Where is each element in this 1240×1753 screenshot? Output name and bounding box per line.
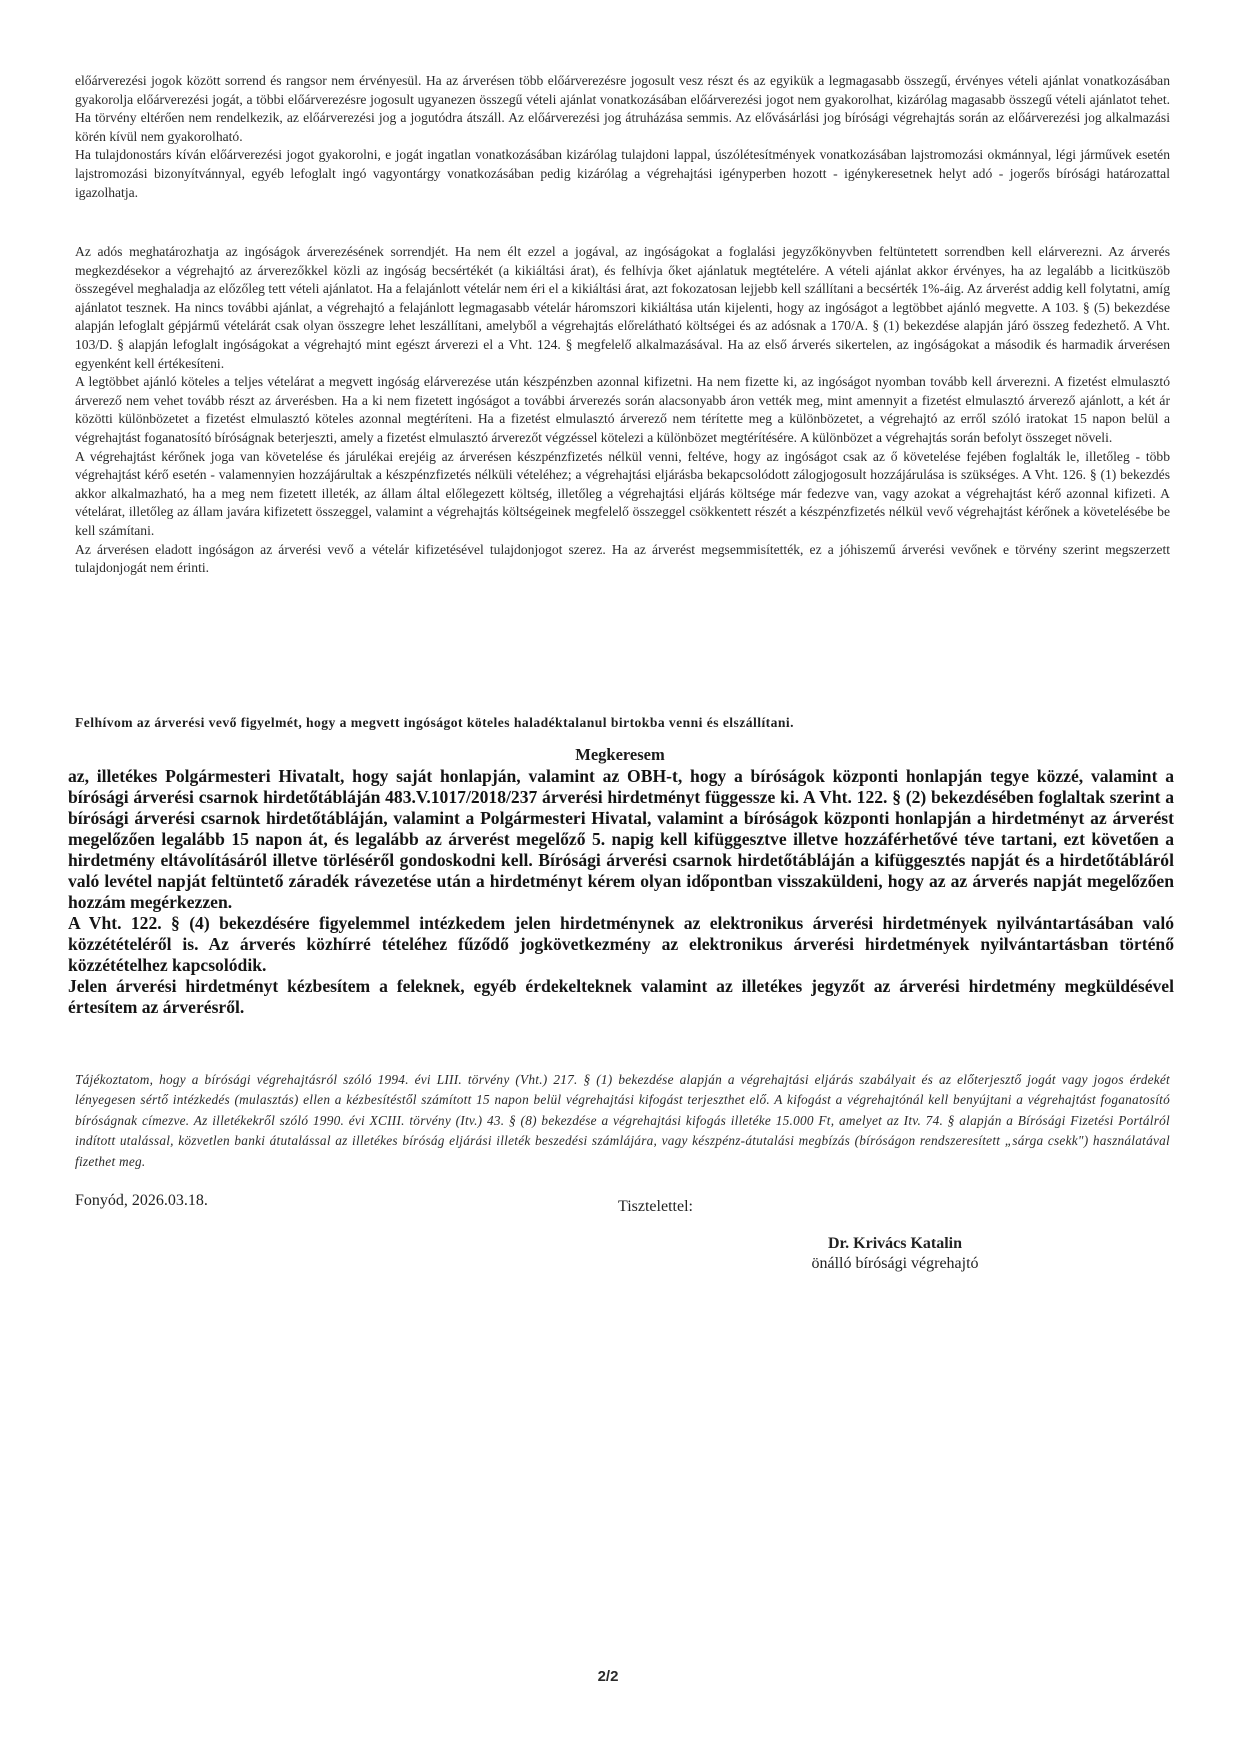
place-and-date: Fonyód, 2026.03.18. bbox=[75, 1192, 208, 1209]
signer-name: Dr. Krivács Katalin bbox=[827, 1235, 963, 1252]
paragraph: előárverezési jogok között sorrend és rangsor nem érvényesül. Ha az árverésen több előárverezésre jogosult vesz részt és az egyikük a legmagasabb összegű, érvényes vételi ajánlat vonatkozásában gyakorolja előárverezési jogát, a többi előárverezésre jogosult ugyanezen összegű vételi ajánlat vonatkozásában előárverezési jogot nem gyakorolhat, kizárólag magasabb összegű vételi ajánlatot tehet. Ha törvény eltérően nem rendelkezik, az előárverezési jog a jogutódra átszáll. Az előárverezési jog átruházása semmis. Az elővásárlási jog bírósági végrehajtás során az előárverezési jog alkalmazási körén kívül nem gyakorolható. bbox=[75, 73, 1170, 144]
request-section bbox=[68, 766, 1174, 1018]
paragraph: A végrehajtást kérőnek joga van követelése és járulékai erejéig az árverésen készpénzfizetés nélkül venni, feltéve, hogy az ingóságot csak az ő követelése fejében foglalták le, illetőleg - több végrehajtást kérő esetén - valamennyien hozzájárultak a készpénzfizetés nélküli vételéhez; a végrehajtási eljárásba bekapcsolódott zálogjogosult hozzájárulása is szükséges. A Vht. 126. § (1) bekezdés akkor alkalmazható, ha a meg nem fizetett illeték, az állam által előlegezett költség, illetőleg a végrehajtási eljárás költsége már fedezve van, vagy azokat a végrehajtást kérő azonnal kifizeti. A vételárat, illetőleg az állam javára kifizetett összeggel, valamint a végrehajtás költségeinek megfelelő összeggel csökkentett részét a készpénzfizetés nélkül vevő végrehajtást kérőnek a követelésébe be kell számítani. bbox=[75, 448, 1170, 538]
legal-remedy-notice: Tájékoztatom, hogy a bírósági végrehajtásról szóló 1994. évi LIII. törvény (Vht.) 217. § (1) bekezdése alapján a végrehajtási eljárás szabályait és az előterjesztő jogát vagy jogos érdekét lényegesen sértő intézkedés (mulasztás) ellen a kézbesítéstől számított 15 napon belül végrehajtási kifogást terjeszthet elő. A kifogást a végrehajtónál kell benyújtani a végrehajtást foganatosító bíróságnak címezve. Az illetékekről szóló 1990. évi XCIII. törvény (Itv.) 43. § (8) bekezdése a végrehajtási kifogás illetéke 15.000 Ft, amelyet az Itv. 74. § alapján a Bírósági Fizetési Portálról indított utalással, közvetlen banki átutalással az illetékes bíróság eljárási illeték beszedési számlájára, vagy készpénz-átutalási megbízás (bíróságon rendszeresített „sárga csekk") használatával fizethet meg. bbox=[75, 1072, 1170, 1169]
paragraph: Jelen árverési hirdetményt kézbesítem a feleknek, egyéb érdekelteknek valamint az illetékes jegyzőt az árverési hirdetmény megküldésével értesítem az árverésről. bbox=[68, 976, 1174, 1017]
signer-title: önálló bírósági végrehajtó bbox=[811, 1255, 979, 1272]
paragraph: A legtöbbet ajánló köteles a teljes vételárat a megvett ingóság elárverezése után készpénzben azonnal kifizetni. Ha nem fizette ki, az ingóságot nyomban tovább kell árverezni. A fizetést elmulasztó árverező nem vehet tovább részt az árverésben. Ha a ki nem fizetett ingóságot a további árverezés során alacsonyabb áron vették meg, mint amennyit a fizetést elmulasztó árverező ajánlott, a két ár közötti különbözetet a fizetést elmulasztó köteles azonnal megtéríteni. Ha a fizetést elmulasztó árverező nem térítette meg a különbözetet, a végrehajtó az erről szóló iratokat 15 napon belül a végrehajtást foganatosító bíróságnak beterjeszti, amely a fizetést elmulasztó árverezőt végzéssel kötelezi a különbözet megtérítésére. A különbözet a végrehajtás során befolyt összeget növeli. bbox=[75, 374, 1170, 445]
request-heading: Megkeresem bbox=[575, 745, 665, 764]
signature-block bbox=[740, 1235, 1050, 1273]
auction-rules-section bbox=[75, 243, 1170, 578]
paragraph: az, illetékes Polgármesteri Hivatalt, hogy saját honlapján, valamint az OBH-t, hogy a bíróságok központi honlapján tegye közzé, valamint a bírósági árverési csarnok hirdetőtábláján 483.V.1017/2018/237 árverési hirdetményt függessze ki. A Vht. 122. § (2) bekezdésében foglaltak szerint a bírósági árverési csarnok hirdetőtábláján, valamint a Polgármesteri Hivatal, valamint a bíróságok központi honlapján a hirdetményt az árverést megelőzően legalább 15 napon át, és legalább az árverést megelőző 5. napig kell kifüggesztve illetve hozzáférhetővé téve tartani, ezt követően a hirdetmény eltávolításáról illetve törléséről gondoskodni kell. Bírósági árverési csarnok hirdetőtábláján a kifüggesztés napját és a hirdetőtábláról való levétel napját feltüntető záradék rávezetése után a hirdetményt kérem olyan időpontban visszaküldeni, hogy az az árverés napját megelőzően hozzám megérkezzen. bbox=[68, 766, 1174, 912]
paragraph: Ha tulajdonostárs kíván előárverezési jogot gyakorolni, e jogát ingatlan vonatkozásában kizárólag tulajdoni lappal, úszólétesítmények vonatkozásában lajstromozási okmánnyal, légi járművek esetén lajstromozási bizonyítvánnyal, egyéb lefoglalt ingó vagyontárgy vonatkozásában pedig kizárólag a végrehajtási igényperben hozott - igénykeresetnek helyt adó - jogerős bírósági határozattal igazolhatja. bbox=[75, 147, 1170, 200]
buyer-notice: Felhívom az árverési vevő figyelmét, hogy a megvett ingóságot köteles haladéktalanul birtokba venni és elszállítani. bbox=[75, 715, 794, 730]
paragraph: Az árverésen eladott ingóságon az árverési vevő a vételár kifizetésével tulajdonjogot szerez. Ha az árverést megsemmisítették, ez a jóhiszemű árverési vevőnek e törvény szerint megszerzett tulajdonjogát nem érinti. bbox=[75, 541, 1170, 576]
page-number: 2/2 bbox=[597, 1668, 619, 1685]
paragraph: A Vht. 122. § (4) bekezdésére figyelemmel intézkedem jelen hirdetménynek az elektronikus árverési hirdetmények nyilvántartásában való közzétételéről is. Az árverés közhírré tételéhez fűződő jogkövetkezmény az elektronikus árverési hirdetmények nyilvántartásban történő közzétételhez kapcsolódik. bbox=[68, 913, 1174, 975]
closing-greeting: Tisztelettel: bbox=[618, 1198, 693, 1215]
preemption-rights-section bbox=[75, 72, 1170, 202]
paragraph: Az adós meghatározhatja az ingóságok árverezésének sorrendjét. Ha nem élt ezzel a jogával, az ingóságokat a foglalási jegyzőkönyvben feltüntetett sorrendben kell elárverezni. Az árverés megkezdésekor a végrehajtó az árverezőkkel közli az ingóság becsértékét (a kikiáltási árat), és felhívja őket ajánlatuk megtételére. A vételi ajánlat akkor érvényes, ha az legalább a licitküszöb összegével meghaladja az előzőleg tett vételi ajánlatot. Ha a felajánlott vételár nem éri el a kikiáltási árat, azt fokozatosan lejjebb kell szállítani a becsérték 1%-áig. Az árverést addig kell folytatni, amíg ajánlatot tesznek. Ha nincs további ajánlat, a végrehajtó a felajánlott legmagasabb vételár háromszori kikiáltása után kijelenti, hogy az ingóságot a legtöbbet ajánló megvette. A 103. § (5) bekezdése alapján lefoglalt gépjármű vételárát csak olyan összegre lehet leszállítani, amelyből a végrehajtás előrelátható költségei és az adósnak a 170/A. § (1) bekezdése alapján járó összeg fedezhető. A Vht. 103/D. § alapján lefoglalt ingóságokat a végrehajtó mint egészt árverezi el a Vht. 124. § megfelelő alkalmazásával. Ha az első árverés sikertelen, az ingóságokat a második és harmadik árverésen egyenként kell értékesíteni. bbox=[75, 244, 1170, 371]
